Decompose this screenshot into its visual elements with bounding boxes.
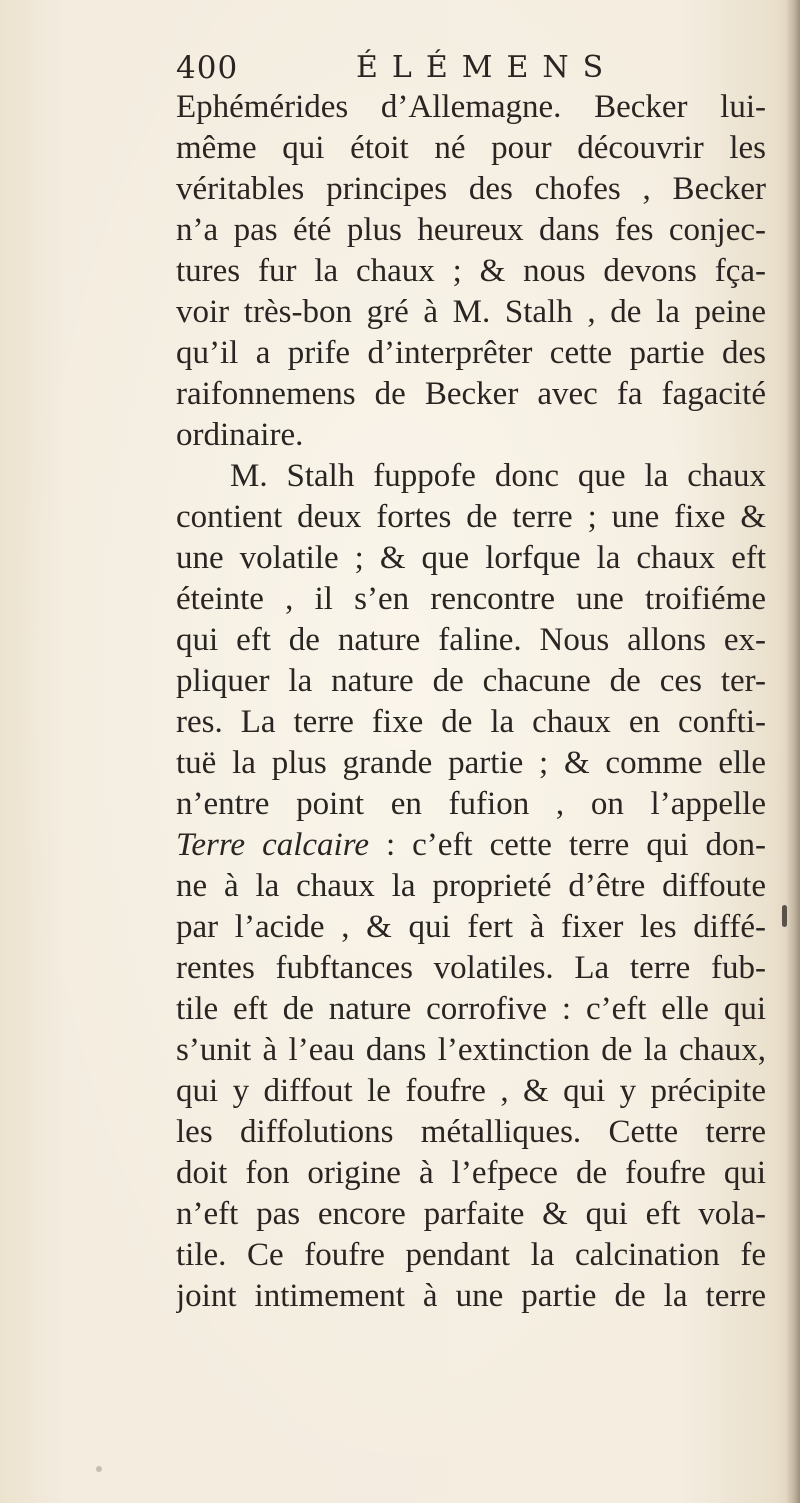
running-head: ÉLÉMENS	[356, 50, 618, 85]
text-line: véritables principes des chofes , Becker	[176, 171, 766, 207]
body-text	[176, 87, 766, 1317]
text-line: raifonnemens de Becker avec fa fagacité	[176, 376, 766, 412]
text-line: contient deux fortes de terre ; une fixe &	[176, 499, 766, 535]
italic-term: Terre calcaire	[176, 827, 369, 863]
text-line: éteinte , il s’en rencontre une troifiéme	[176, 581, 766, 617]
text-line: tures fur la chaux ; & nous devons fça-	[176, 253, 766, 289]
text-line: ordinaire.	[176, 417, 304, 453]
text-line: rentes fubftances volatiles. La terre fub-	[176, 950, 766, 986]
page-edge-mark	[782, 905, 787, 927]
text-line: par l’acide , & qui fert à fixer les diffé-	[176, 909, 766, 945]
text-line-italic	[176, 825, 766, 866]
text-line: ne à la chaux la proprieté d’être diffoute	[176, 868, 766, 904]
text-line: joint intimement à une partie de la terre	[176, 1278, 766, 1314]
page-header	[176, 40, 776, 90]
text-line: tile. Ce foufre pendant la calcination fe	[176, 1237, 766, 1273]
text-line: n’entre point en fufion , on l’appelle	[176, 786, 766, 822]
text-line: les diffolutions métalliques. Cette terre	[176, 1114, 766, 1150]
text-line: voir très-bon gré à M. Stalh , de la peine	[176, 294, 766, 330]
text-line: qu’il a prife d’interprêter cette partie des	[176, 335, 766, 371]
text-line: Ephémérides d’Allemagne. Becker lui-	[176, 89, 766, 125]
text-line: tuë la plus grande partie ; & comme elle	[176, 745, 766, 781]
text-line: pliquer la nature de chacune de ces ter-	[176, 663, 766, 699]
text-line: qui y diffout le foufre , & qui y précipite	[176, 1073, 766, 1109]
text-line: même qui étoit né pour découvrir les	[176, 130, 766, 166]
text-line: doit fon origine à l’efpece de foufre qui	[176, 1155, 766, 1191]
page-edge-shadow	[786, 0, 800, 1503]
text-line: tile eft de nature corrofive : c’eft elle qui	[176, 991, 766, 1027]
text-line: une volatile ; & que lorfque la chaux eft	[176, 540, 766, 576]
text-line: res. La terre fixe de la chaux en confti-	[176, 704, 766, 740]
text-line: n’a pas été plus heureux dans fes conjec-	[176, 212, 766, 248]
page-number: 400	[176, 50, 239, 86]
paper-spot	[96, 1466, 102, 1472]
text-line: n’eft pas encore parfaite & qui eft vola-	[176, 1196, 766, 1232]
text-line: qui eft de nature faline. Nous allons ex-	[176, 622, 766, 658]
italic-line-rest: : c’eft cette terre qui don-	[368, 827, 766, 863]
text-line: M. Stalh fuppofe donc que la chaux	[230, 458, 766, 494]
text-line: s’unit à l’eau dans l’extinction de la chaux,	[176, 1032, 766, 1068]
